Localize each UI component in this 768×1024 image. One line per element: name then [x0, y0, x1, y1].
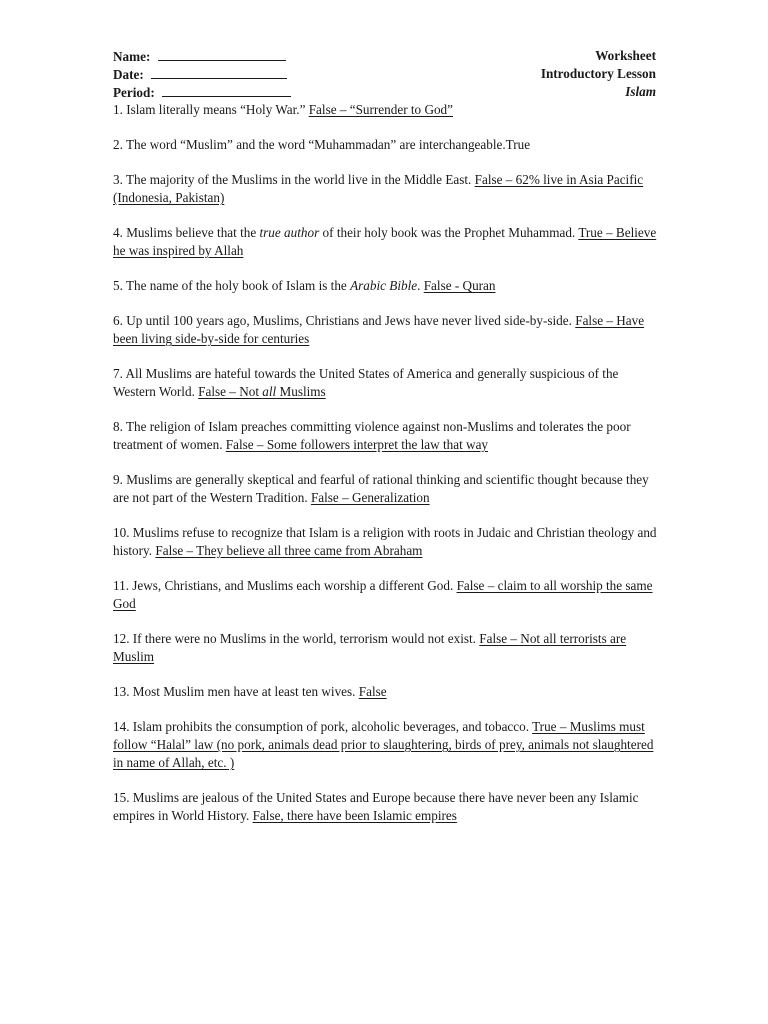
question-item	[113, 683, 658, 701]
date-field	[113, 65, 287, 83]
worksheet-subtitle: Introductory Lesson	[540, 66, 656, 81]
question-text: 11. Jews, Christians, and Muslims each worship a different God.	[113, 578, 457, 593]
question-text: 15. Muslims are jealous of the United States and Europe because there have never been any Islamic empires in World History.	[113, 790, 639, 823]
answer-text: False – Not all terrorists are Muslim	[113, 631, 627, 664]
worksheet-title: Worksheet	[595, 48, 656, 63]
answer-text: False – Have been living side-by-side for centuries	[113, 313, 645, 346]
question-item	[113, 524, 658, 560]
question-text: 5. The name of the holy book of Islam is the	[113, 278, 351, 293]
answer-part: False – Not	[198, 384, 263, 399]
answer-text: False – Some followers interpret the law that way	[225, 437, 489, 452]
answer-text: False	[358, 684, 387, 699]
period-blank	[162, 83, 291, 97]
question-item	[113, 136, 658, 154]
question-text: .	[417, 278, 424, 293]
question-text: 14. Islam prohibits the consumption of pork, alcoholic beverages, and tobacco.	[113, 719, 533, 734]
question-item	[113, 101, 658, 119]
answer-text: False – They believe all three came from Abraham	[155, 543, 423, 558]
question-item	[113, 577, 658, 613]
question-text: of their holy book was the Prophet Muhammad.	[319, 225, 579, 240]
answer-text: False, there have been Islamic empires	[252, 808, 457, 823]
question-emphasis: true author	[259, 225, 320, 240]
question-text: 3. The majority of the Muslims in the world live in the Middle East.	[113, 172, 475, 187]
question-text: 2. The word “Muslim” and the word “Muhammadan” are interchangeable.True	[113, 137, 531, 152]
question-text: 8. The religion of Islam preaches committing violence against non-Muslims and tolerates the poor treatment of women.	[113, 419, 631, 452]
answer-emphasis: all	[262, 384, 277, 399]
question-item	[113, 471, 658, 507]
header-row-1	[113, 47, 656, 65]
question-text: 13. Most Muslim men have at least ten wives.	[113, 684, 359, 699]
header-row-3	[113, 83, 656, 101]
question-item	[113, 418, 658, 454]
question-item	[113, 171, 658, 207]
period-label: Period:	[113, 85, 155, 100]
answer-text: False – 62% live in Asia Pacific (Indonesia, Pakistan)	[113, 172, 644, 205]
question-text: 7. All Muslims are hateful towards the United States of America and generally suspicious of the Western World.	[113, 366, 619, 399]
question-emphasis: Arabic Bible	[350, 278, 418, 293]
question-item	[113, 277, 658, 295]
period-field	[113, 83, 291, 101]
question-text: 1. Islam literally means “Holy War.”	[113, 102, 309, 117]
answer-text: False - Quran	[423, 278, 496, 293]
answer-text: False – “Surrender to God”	[308, 102, 454, 117]
worksheet-topic: Islam	[625, 84, 656, 99]
name-blank	[158, 47, 286, 61]
date-label: Date:	[113, 67, 144, 82]
question-text: 6. Up until 100 years ago, Muslims, Christians and Jews have never lived side-by-side.	[113, 313, 576, 328]
name-field	[113, 47, 286, 65]
name-label: Name:	[113, 49, 151, 64]
answer-text: True – Muslims must follow “Halal” law (no pork, animals dead prior to slaughtering, birds of prey, animals not slaughtered in name of Allah, etc. )	[113, 719, 654, 770]
question-item	[113, 365, 658, 401]
question-item	[113, 312, 658, 348]
header-row-2	[113, 65, 656, 83]
question-text: 10. Muslims refuse to recognize that Islam is a religion with roots in Judaic and Christian theology and history.	[113, 525, 657, 558]
worksheet-header	[113, 47, 656, 101]
answer-text: False – Generalization	[310, 490, 430, 505]
date-blank	[151, 65, 287, 79]
question-item	[113, 224, 658, 260]
question-list	[113, 101, 658, 842]
answer-text: True – Believe he was inspired by Allah	[113, 225, 657, 258]
answer-text: False – claim to all worship the same God	[113, 578, 653, 611]
question-item	[113, 630, 658, 666]
answer-part: Muslims	[276, 384, 326, 399]
question-text: 9. Muslims are generally skeptical and fearful of rational thinking and scientific thought because they are not part of the Western Tradition.	[113, 472, 649, 505]
question-text: 12. If there were no Muslims in the world, terrorism would not exist.	[113, 631, 480, 646]
question-item	[113, 718, 658, 772]
question-item	[113, 789, 658, 825]
question-text: 4. Muslims believe that the	[113, 225, 260, 240]
answer-text	[198, 384, 326, 399]
